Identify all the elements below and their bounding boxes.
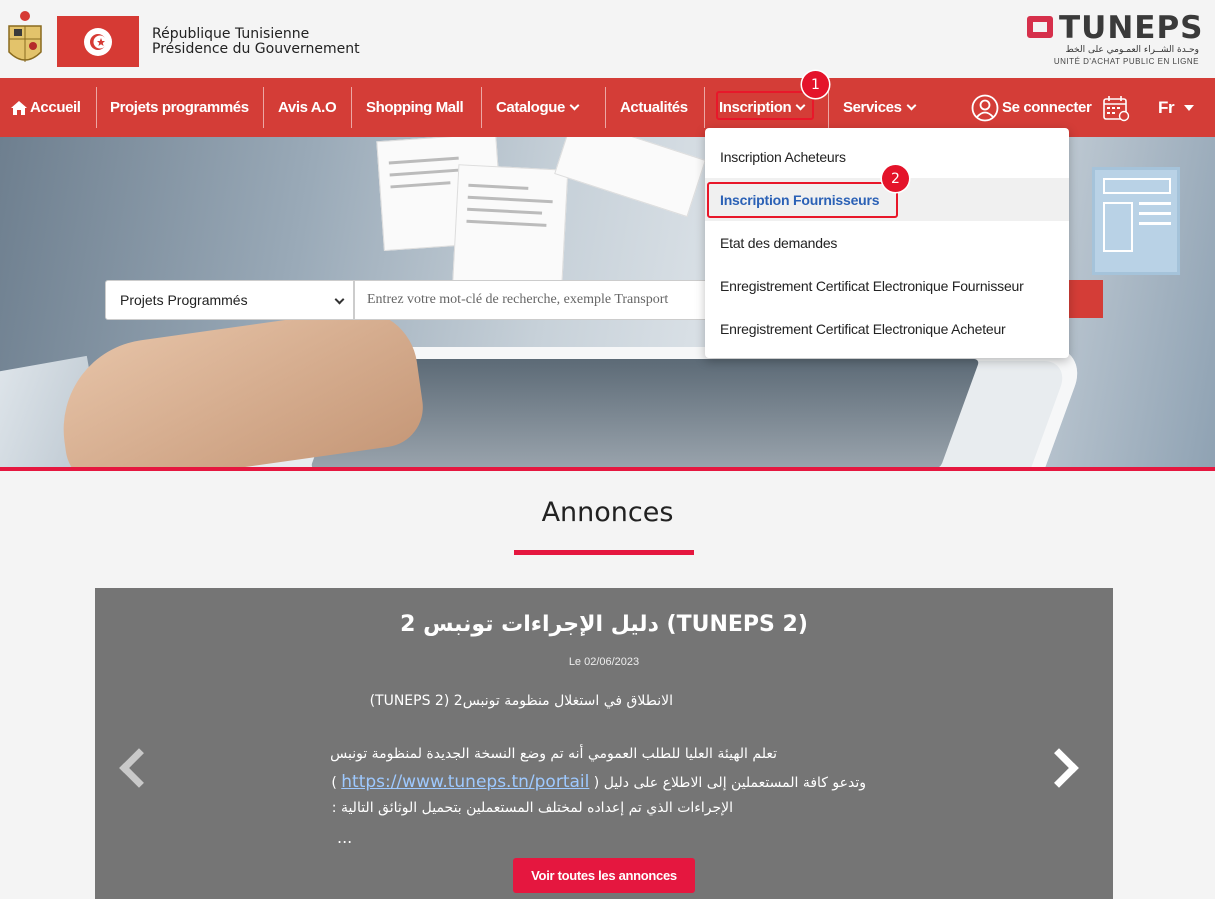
coat-of-arms-icon <box>4 8 46 70</box>
dropdown-item-label: Etat des demandes <box>720 234 838 251</box>
nav-divider <box>704 87 705 128</box>
step-badge-2: 2 <box>882 165 909 192</box>
nav-divider <box>96 87 97 128</box>
announcement-line-2: تعلم الهيئة العليا للطلب العمومي أنه تم وضع النسخة الجديدة لمنظومة تونبس <box>330 746 777 762</box>
portail-link[interactable]: https://www.tuneps.tn/portail <box>341 772 590 792</box>
language-selector[interactable] <box>1158 78 1194 137</box>
announcement-line-3 <box>331 772 866 792</box>
announcement-line-3-text: وتدعو كافة المستعملين إلى الاطلاع على دليل ( <box>593 775 866 791</box>
tuneps-arabic-subtitle: وحـدة الشــراء العمـومي على الخط <box>1065 45 1199 55</box>
announcement-line-3-close: ) <box>331 775 337 791</box>
calendar-button[interactable] <box>1102 78 1130 137</box>
search-button[interactable] <box>1066 280 1103 318</box>
highlight-box-inscription <box>716 91 814 120</box>
announcement-line-4: الإجراءات الذي تم إعداده لمختلف المستعملين بتحميل الوثائق التالية : <box>331 800 733 816</box>
nav-avis-ao[interactable] <box>278 78 336 137</box>
nav-divider <box>605 87 606 128</box>
user-circle-icon <box>971 94 999 122</box>
language-label: Fr <box>1158 97 1175 117</box>
nav-accueil[interactable] <box>10 78 81 137</box>
title-underline <box>514 550 694 555</box>
chevron-down-icon <box>335 295 345 305</box>
tunisia-flag-icon <box>57 16 139 67</box>
nav-connect-label: Se connecter <box>1002 99 1092 116</box>
nav-shopping-label: Shopping Mall <box>366 99 464 116</box>
nav-services-label: Services <box>843 99 902 116</box>
tuneps-subtitle: UNITÉ D'ACHAT PUBLIC EN LIGNE <box>1053 57 1199 66</box>
highlight-box-fournisseurs <box>707 182 898 218</box>
announcement-ellipsis: ... <box>337 828 353 847</box>
home-icon <box>10 100 28 116</box>
search-input[interactable] <box>354 280 710 320</box>
announcement-title: دليل الإجراءات تونبس 2 (TUNEPS 2) <box>400 612 808 637</box>
nav-inscription-label: Inscription <box>719 99 792 116</box>
chevron-down-icon <box>569 101 579 111</box>
carousel-prev-arrow-icon[interactable] <box>119 748 159 788</box>
nav-avis-label: Avis A.O <box>278 99 337 116</box>
dropdown-item-certificat-fournisseur[interactable] <box>705 264 1069 307</box>
dropdown-item-certificat-acheteur[interactable] <box>705 307 1069 350</box>
annonces-title: Annonces <box>541 497 674 528</box>
announcement-date: Le 02/06/2023 <box>568 656 640 668</box>
dropdown-item-etat-demandes[interactable] <box>705 221 1069 264</box>
chevron-down-icon <box>906 101 916 111</box>
nav-divider <box>481 87 482 128</box>
nav-actualites-label: Actualités <box>620 99 688 116</box>
nav-accueil-label: Accueil <box>30 99 81 116</box>
hero-bottom-border <box>0 467 1215 471</box>
caret-down-icon <box>1184 105 1194 111</box>
nav-shopping-mall[interactable] <box>366 78 463 137</box>
search-category-select[interactable] <box>105 280 354 320</box>
dropdown-item-label: Enregistrement Certificat Electronique Fournisseur <box>720 277 1024 294</box>
government-title <box>152 27 360 57</box>
carousel-next-arrow-icon[interactable] <box>1039 748 1079 788</box>
announcement-carousel <box>95 588 1113 899</box>
step-badge-1: 1 <box>802 71 829 98</box>
announcement-line-1: الانطلاق في استغلال منظومة تونبس2 (TUNEPS 2) <box>369 693 673 709</box>
nav-divider <box>828 87 829 128</box>
inscription-dropdown-menu <box>705 128 1069 358</box>
search-category-value: Projets Programmés <box>120 292 248 308</box>
calendar-icon <box>1102 94 1130 122</box>
tuneps-logo[interactable] <box>1027 10 1204 68</box>
document-image <box>554 137 706 217</box>
nav-divider <box>351 87 352 128</box>
tuneps-logo-text: TUNEPS <box>1059 10 1204 46</box>
top-header <box>0 0 1215 78</box>
search-placeholder: Entrez votre mot-clé de recherche, exemple Transport <box>367 292 669 307</box>
dropdown-item-label: Inscription Fournisseurs <box>720 191 880 208</box>
dropdown-item-label: Enregistrement Certificat Electronique Acheteur <box>720 320 1006 337</box>
nav-catalogue[interactable] <box>496 78 578 137</box>
tuneps-mark-icon <box>1027 16 1053 38</box>
dropdown-item-label: Inscription Acheteurs <box>720 148 846 165</box>
nav-catalogue-label: Catalogue <box>496 99 565 116</box>
nav-actualites[interactable] <box>620 78 688 137</box>
nav-projets-programmes[interactable] <box>110 78 249 137</box>
blueprint-document-image <box>1092 167 1180 275</box>
voir-toutes-annonces-button[interactable]: Voir toutes les annonces <box>513 858 695 893</box>
gov-line-2: Présidence du Gouvernement <box>152 41 360 57</box>
hand-image <box>52 303 428 470</box>
nav-projets-label: Projets programmés <box>110 99 249 116</box>
nav-divider <box>263 87 264 128</box>
gov-line-1: République Tunisienne <box>152 26 310 42</box>
